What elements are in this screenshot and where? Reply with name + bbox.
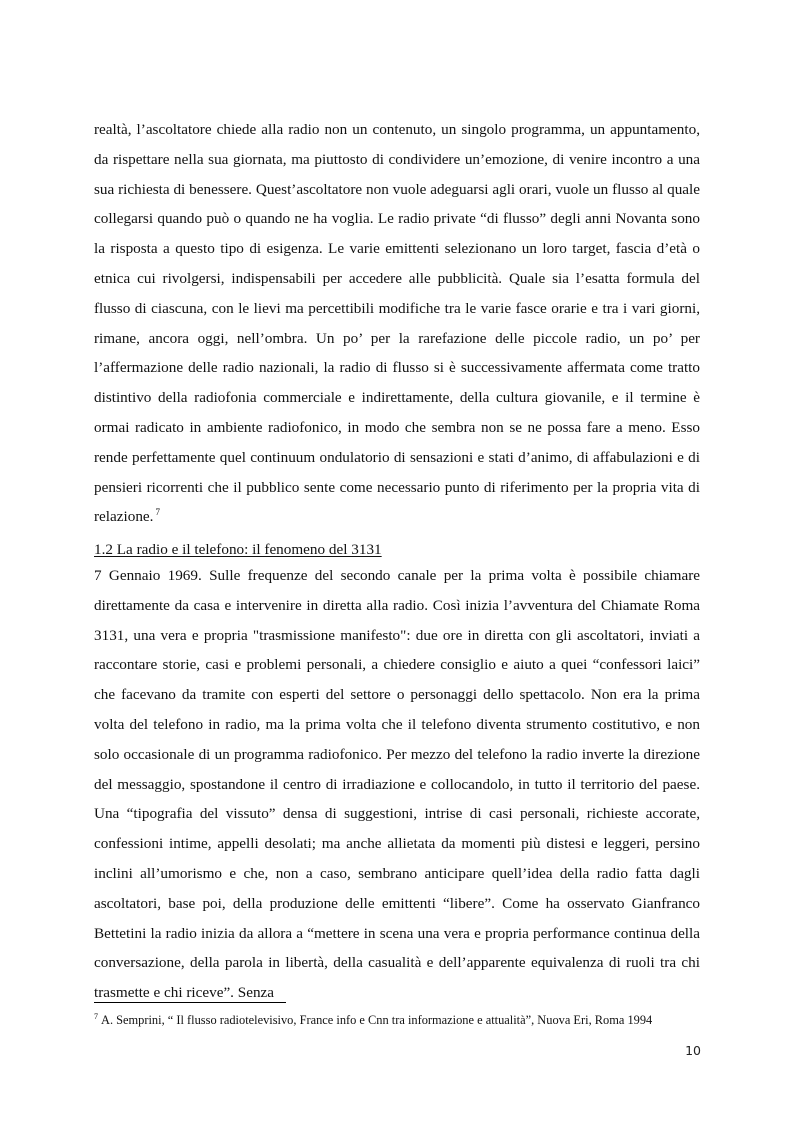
body-paragraph-1 [94, 115, 700, 532]
footnote-number: 7 [94, 1011, 98, 1021]
footnote [94, 1012, 714, 1028]
footnote-text: A. Semprini, “ Il flusso radiotelevisivo, France info e Cnn tra informazione e attualità”, Nuova Eri, Roma 1994 [101, 1013, 653, 1027]
footnote-reference: 7 [155, 507, 160, 518]
section-heading: 1.2 La radio e il telefono: il fenomeno del 3131 [94, 541, 382, 558]
body-paragraph-2: 7 Gennaio 1969. Sulle frequenze del secondo canale per la prima volta è possibile chiamare direttamente da casa e intervenire in diretta alla radio. Così inizia l’avventura del Chiamate Roma 3131, una vera e propria "trasmissione manifesto": due ore in diretta con gli ascoltatori, inviati a raccontare storie, casi e problemi personali, a chiedere consiglio e aiuto a quei “confessori laici” che facevano da tramite con esperti del settore o personaggi dello spettacolo. Non era la prima volta del telefono in radio, ma la prima volta che il telefono diventa strumento costitutivo, e non solo occasionale di un programma radiofonico. Per mezzo del telefono la radio inverte la direzione del messaggio, spostandone il centro di irradiazione e collocandolo, in tutto il territorio del paese. Una “tipografia del vissuto” densa di suggestioni, intrise di casi personali, richieste accorate, confessioni intime, appelli desolati; ma anche allietata da momenti più distesi e leggeri, persino inclini all’umorismo e che, non a caso, sembrano anticipare quell’idea della radio fatta dagli ascoltatori, base poi, della produzione delle emittenti “libere”. Come ha osservato Gianfranco Bettetini la radio inizia da allora a “mettere in scena una vera e propria performance continua della conversazione, della parola in libertà, della casualità e dell’apparente equivalenza di ruoli tra chi trasmette e chi riceve”. Senza [94, 567, 700, 1002]
page-number: 10 [685, 1043, 701, 1058]
body-paragraph-1-text: realtà, l’ascoltatore chiede alla radio non un contenuto, un singolo programma, un appuntamento, da rispettare nella sua giornata, ma piuttosto di condividere un’emozione, di venire incontro a una sua richiesta di benessere. Quest’ascoltatore non vuole adeguarsi agli orari, vuole un flusso al quale collegarsi quando può o quando ne ha voglia. Le radio private “di flusso” degli anni Novanta sono la risposta a questo tipo di esigenza. Le varie emittenti selezionano un loro target, fascia d’età o etnica cui rivolgersi, indispensabili per accedere alle pubblicità. Quale sia l’esatta formula del flusso di ciascuna, con le lievi ma percettibili modifiche tra le varie fasce orarie e tra i vari giorni, rimane, ancora oggi, nell’ombra. Un po’ per la rarefazione delle piccole radio, un po’ per l’affermazione delle radio nazionali, la radio di flusso si è successivamente affermata come tratto distintivo della radiofonia commerciale e indirettamente, della cultura giovanile, e il termine è ormai radicato in ambiente radiofonico, in modo che sembra non se ne possa fare a meno. Esso rende perfettamente quel continuum ondulatorio di sensazioni e stati d’animo, di affabulazioni e di pensieri ricorrenti che il pubblico sente come necessario punto di riferimento per la propria vita di relazione. [94, 121, 700, 526]
footnote-separator [94, 1002, 286, 1003]
